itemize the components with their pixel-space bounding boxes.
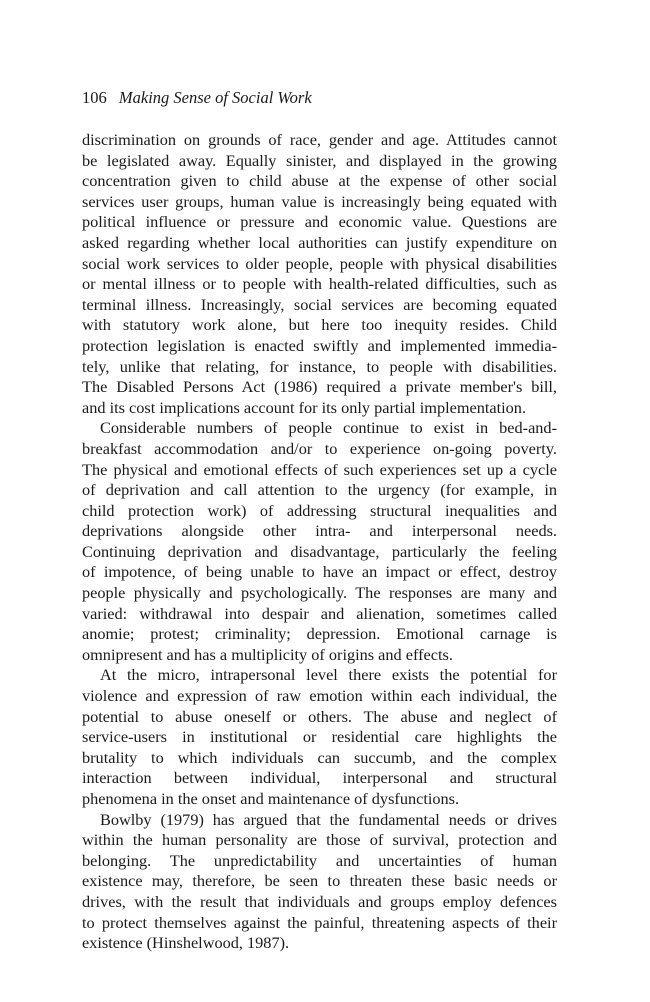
text-line: concentration given to child abuse at the expense of other social: [82, 171, 557, 191]
text-line: political influence or pressure and economic value. Questions are: [82, 212, 557, 232]
text-line: phenomena in the onset and maintenance of dysfunctions.: [82, 789, 460, 808]
text-line: The Disabled Persons Act (1986) required a private member's bill,: [82, 377, 557, 397]
text-line: service-users in institutional or residential care highlights the: [82, 727, 557, 747]
text-line: or mental illness or to people with health-related difficulties, such as: [82, 274, 557, 294]
paragraph: [82, 810, 557, 954]
text-line: and its cost implications account for its only partial implementation.: [82, 397, 527, 417]
text-line: belonging. The unpredictability and uncertainties of human: [82, 850, 557, 870]
text-line: asked regarding whether local authorities can justify expenditure on: [82, 232, 557, 252]
text-line: services user groups, human value is increasingly being equated with: [82, 191, 557, 211]
page-number: 106: [82, 88, 107, 107]
text-line: deprivations alongside other intra- and interpersonal needs.: [82, 521, 557, 541]
text-line: existence (Hinshelwood, 1987).: [82, 933, 290, 953]
text-line: drives, with the result that individuals and groups employ defences: [82, 891, 557, 911]
text-line: Bowlby (1979) has argued that the fundamental needs or drives: [100, 809, 557, 829]
text-line: of deprivation and call attention to the urgency (for example, in: [82, 480, 557, 500]
text-line: tely, unlike that relating, for instance, to people with disabilities.: [82, 356, 557, 376]
book-page: [82, 88, 557, 954]
text-line: protection legislation is enacted swiftly and implemented immedia-: [82, 335, 557, 355]
text-line: breakfast accommodation and/or to experience on-going poverty.: [82, 438, 557, 458]
text-line: be legislated away. Equally sinister, and displayed in the growing: [82, 150, 557, 170]
text-line: interaction between individual, interpersonal and structural: [82, 768, 557, 788]
text-line: omnipresent and has a multiplicity of origins and effects.: [82, 644, 453, 664]
text-line: to protect themselves against the painful, threatening aspects of their: [82, 912, 557, 932]
text-line: terminal illness. Increasingly, social services are becoming equated: [82, 294, 557, 314]
book-title: Making Sense of Social Work: [118, 88, 312, 107]
text-line: Continuing deprivation and disadvantage, particularly the feeling: [82, 541, 557, 561]
text-line: discrimination on grounds of race, gender and age. Attitudes cannot: [82, 130, 557, 149]
paragraph: [82, 418, 557, 665]
body-text: [82, 130, 557, 954]
paragraph: [82, 665, 557, 809]
text-line: The physical and emotional effects of such experiences set up a cycle: [82, 459, 557, 479]
paragraph: [82, 130, 557, 418]
text-line: of impotence, of being unable to have an impact or effect, destroy: [82, 562, 557, 582]
text-line: At the micro, intrapersonal level there exists the potential for: [100, 665, 557, 685]
text-line: existence may, therefore, be seen to threaten these basic needs or: [82, 871, 557, 891]
running-head: [82, 88, 557, 108]
text-line: anomie; protest; criminality; depression. Emotional carnage is: [82, 624, 557, 644]
text-line: child protection work) of addressing structural inequalities and: [82, 500, 557, 520]
text-line: potential to abuse oneself or others. The abuse and neglect of: [82, 706, 557, 726]
text-line: within the human personality are those of survival, protection and: [82, 830, 557, 850]
text-line: people physically and psychologically. The responses are many and: [82, 583, 557, 603]
text-line: Considerable numbers of people continue to exist in bed-and-: [100, 418, 557, 438]
text-line: varied: withdrawal into despair and alienation, sometimes called: [82, 603, 557, 623]
text-line: violence and expression of raw emotion within each individual, the: [82, 686, 557, 706]
text-line: social work services to older people, people with physical disabilities: [82, 253, 557, 273]
text-line: with statutory work alone, but here too inequity resides. Child: [82, 315, 557, 335]
text-line: brutality to which individuals can succumb, and the complex: [82, 747, 557, 767]
